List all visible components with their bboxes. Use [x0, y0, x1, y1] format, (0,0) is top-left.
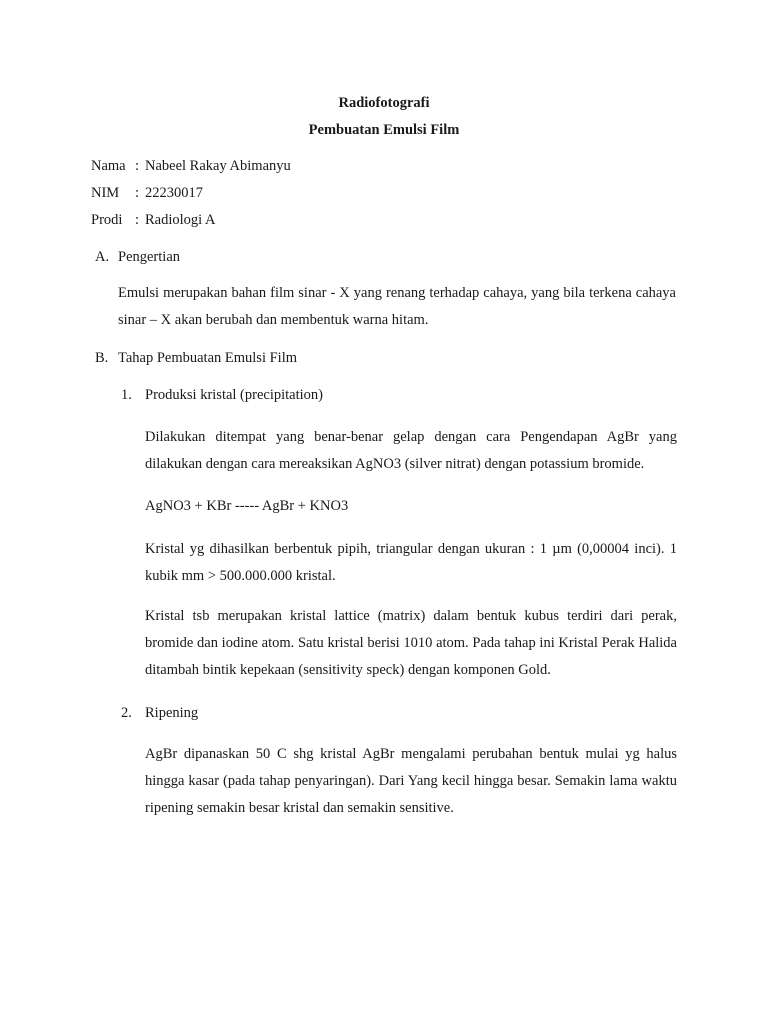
section-a-paragraph: Emulsi merupakan bahan film sinar - X yang renang terhadap cahaya, yang bila terkena cahaya sinar – X akan berubah dan membentuk warna hitam.	[118, 285, 676, 328]
step-2-heading: Ripening	[145, 705, 199, 721]
section-a-heading: Pengertian	[118, 249, 181, 265]
info-label-nama: Nama	[91, 158, 126, 174]
step-1-paragraph-1: Dilakukan ditempat yang benar-benar gelap dengan cara Pengendapan AgBr yang dilakukan dengan cara mereaksikan AgNO3 (silver nitrat) dengan potassium bromide.	[145, 429, 677, 472]
step-1-formula: AgNO3 + KBr ----- AgBr + KNO3	[145, 498, 349, 514]
info-value-prodi: Radiologi A	[145, 212, 216, 228]
section-b-heading: Tahap Pembuatan Emulsi Film	[118, 350, 298, 366]
step-2-marker: 2.	[121, 705, 132, 721]
section-b-marker: B.	[95, 350, 109, 366]
info-label-nim: NIM	[91, 185, 120, 201]
step-1-marker: 1.	[121, 387, 132, 403]
info-separator: :	[135, 212, 140, 228]
info-separator: :	[135, 185, 140, 201]
step-1-paragraph-2: Kristal yg dihasilkan berbentuk pipih, triangular dengan ukuran : 1 µm (0,00004 inci). 1 kubik mm > 500.000.000 kristal.	[145, 541, 677, 584]
info-value-nim: 22230017	[145, 185, 203, 201]
info-value-nama: Nabeel Rakay Abimanyu	[145, 158, 291, 174]
step-1-heading: Produksi kristal (precipitation)	[145, 387, 323, 403]
section-a-marker: A.	[95, 249, 110, 265]
step-1-paragraph-3: Kristal tsb merupakan kristal lattice (matrix) dalam bentuk kubus terdiri dari perak, bromide dan iodine atom. Satu kristal berisi 1010 atom. Pada tahap ini Kristal Perak Halida ditambah bintik kepekaan (sensitivity speck) dengan komponen Gold.	[145, 608, 677, 678]
info-separator: :	[135, 158, 140, 174]
info-label-prodi: Prodi	[91, 212, 123, 228]
document-title: Radiofotografi	[338, 95, 430, 111]
step-2-paragraph-1: AgBr dipanaskan 50 C shg kristal AgBr mengalami perubahan bentuk mulai yg halus hingga kasar (pada tahap penyaringan). Dari Yang kecil hingga besar. Semakin lama waktu ripening semakin besar kristal dan semakin sensitive.	[145, 746, 677, 816]
document-subtitle: Pembuatan Emulsi Film	[308, 122, 460, 138]
